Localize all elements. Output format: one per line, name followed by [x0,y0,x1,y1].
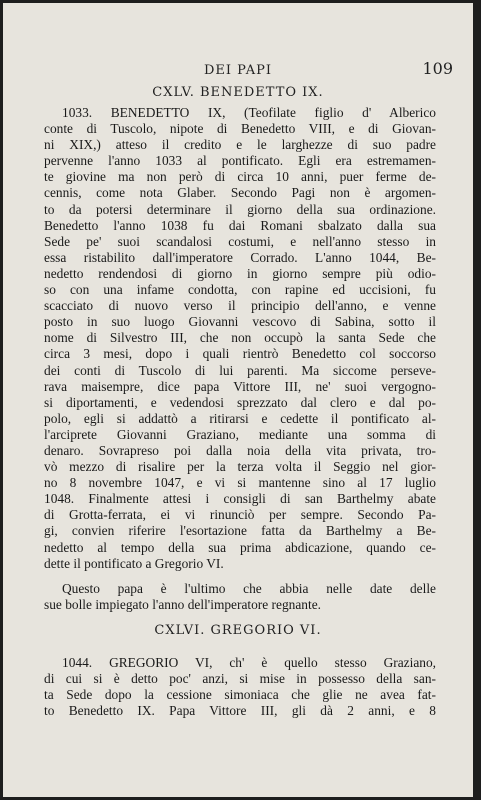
text-line: sue bolle impiegato l'anno dell'imperatore regnante. [44,597,322,613]
entry-benedetto-ix-note [44,581,436,613]
text-line: to Benedetto IX. Papa Vittore III, gli dà 2 anni, e 8 [44,703,436,719]
text-line: essa ristabilito dall'imperatore Corrado. L'anno 1044, Be- [44,249,436,265]
text-line: nedetto rendendosi di giorno in giorno sempre più odio- [44,265,436,281]
text-line: to da potersi determinare il giorno della sua ordinazione. [44,201,436,217]
text-line: so con una infame condotta, con rapine ed uccisioni, fu [44,282,436,298]
text-line: polo, egli si addattò a ritirarsi e cedette il pontificato al- [44,410,436,426]
entry-benedetto-ix [44,105,436,572]
text-line: rava maisempre, dice papa Vittore III, ne' suoi vergogno- [44,378,436,394]
text-line: nome di Silvestro III, che non occupò la santa Sede che [44,330,436,346]
text-line: si diportamenti, e vedendosi sprezzato dal clero e dal po- [44,394,436,410]
text-line: denaro. Sovrapreso poi dalla noia della vita privata, tro- [44,442,436,458]
text-line: no 8 novembre 1047, e vi si mantenne sino al 17 luglio [44,475,436,491]
text-line: gi, convien riferire l'esortazione fatta da Barthelmy a Be- [44,523,436,539]
text-line: Benedetto l'anno 1038 fu dai Romani sbalzato dalla sua [44,217,436,233]
text-line: di Grotta-ferrata, ei vi rinunciò per sempre. Secondo Pa- [44,507,436,523]
section-heading-gregorio-vi: CXLVI. GREGORIO VI. [154,623,322,638]
text-line: scacciato di nuovo verso il principio dell'anno, e venne [44,298,436,314]
text-line: 1033. BENEDETTO IX, (Teofilate figlio d' Alberico [62,105,436,120]
text-line: nedetto al tempo della sua prima abdicazione, quando ce- [44,539,436,555]
text-line: te giovine ma non però di circa 10 anni, puer ferme de- [44,169,436,185]
text-line: posto in suo luogo Giovanni vescovo di Sabina, sotto il [44,314,436,330]
page-number: 109 [422,59,453,78]
text-line: dette il pontificato a Gregorio VI. [44,555,224,571]
entry-gregorio-vi [44,655,436,719]
text-line: l'arciprete Giovanni Graziano, mediante una somma di [44,426,436,442]
text-line: ni XIX,) atteso il credito e le larghezze di suo padre [44,137,436,153]
book-page [3,3,473,797]
text-line: Sede pe' suoi scandalosi costumi, e nell'anno stesso in [44,233,436,249]
page-header [3,59,473,81]
text-line: pervenne l'anno 1033 al pontificato. Egli era estremamen- [44,153,436,169]
text-line: dei conti di Tuscolo di lui parenti. Ma siccome perseve- [44,362,436,378]
text-line: 1044. GREGORIO VI, ch' è quello stesso Graziano, [62,655,436,670]
text-line: ta Sede dopo la cessione simoniaca che glie ne avea fat- [44,687,436,703]
text-line: vò mezzo di risalire per la terza volta il Seggio nel gior- [44,459,436,475]
text-line: circa 3 mesi, dopo i quali rientrò Benedetto col soccorso [44,346,436,362]
text-line: Questo papa è l'ultimo che abbia nelle date delle [62,581,436,596]
text-line: cennis, come nota Glaber. Secondo Pagi non è argomen- [44,185,436,201]
text-line: di cui si è detto poc' anzi, si mise in possesso della san- [44,671,436,687]
running-head: DEI PAPI [203,63,272,78]
section-heading-benedetto-ix: CXLV. BENEDETTO IX. [152,85,324,100]
text-line: 1048. Finalmente attesi i consigli di san Barthelmy abate [44,491,436,507]
text-line: conte di Tuscolo, nipote di Benedetto VIII, e di Giovan- [44,121,436,137]
